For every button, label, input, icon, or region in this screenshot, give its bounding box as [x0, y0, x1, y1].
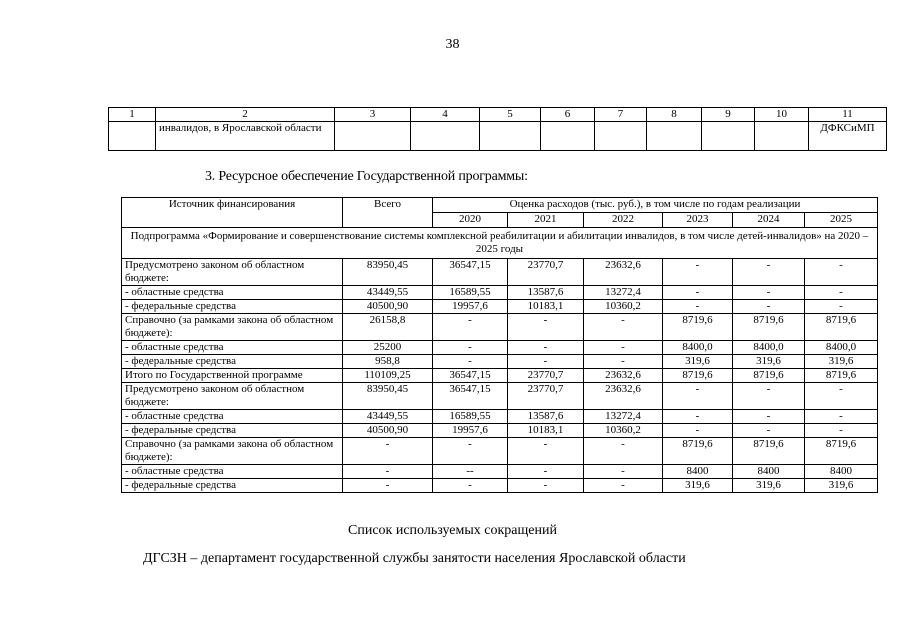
row-value: 10360,2 — [584, 424, 663, 438]
resource-table-row — [122, 383, 878, 410]
top-table-cell — [702, 122, 755, 151]
row-value: 8400 — [663, 465, 733, 479]
resource-table-row — [122, 465, 878, 479]
row-value: - — [733, 259, 805, 286]
row-value: - — [508, 438, 584, 465]
top-table-header-cell: 7 — [595, 108, 647, 122]
row-value: 8719,6 — [805, 438, 878, 465]
row-value: 319,6 — [805, 479, 878, 493]
row-value: - — [805, 259, 878, 286]
row-value: - — [663, 259, 733, 286]
row-value: 8719,6 — [733, 369, 805, 383]
row-value: 319,6 — [733, 355, 805, 369]
top-table-header-row — [109, 108, 887, 122]
row-value: - — [805, 383, 878, 410]
row-value: - — [663, 286, 733, 300]
resource-table-row — [122, 479, 878, 493]
row-value: - — [508, 355, 584, 369]
row-value: - — [805, 410, 878, 424]
row-value: 10183,1 — [508, 424, 584, 438]
row-value: - — [343, 479, 433, 493]
row-value: - — [584, 355, 663, 369]
row-value: 40500,90 — [343, 300, 433, 314]
row-value: - — [733, 424, 805, 438]
row-value: 8719,6 — [805, 314, 878, 341]
row-value: 40500,90 — [343, 424, 433, 438]
row-value: 13272,4 — [584, 410, 663, 424]
row-value: - — [663, 300, 733, 314]
row-value: 8719,6 — [663, 369, 733, 383]
row-value: - — [433, 341, 508, 355]
resource-table-header-row — [122, 198, 878, 213]
row-value: - — [433, 479, 508, 493]
top-table-cell — [647, 122, 702, 151]
resource-table-row — [122, 341, 878, 355]
row-value: - — [584, 341, 663, 355]
row-value: 8400 — [805, 465, 878, 479]
row-value: - — [508, 314, 584, 341]
top-table-header-cell: 3 — [335, 108, 411, 122]
top-table-cell — [109, 122, 156, 151]
row-value: 43449,55 — [343, 410, 433, 424]
subprogram-row — [122, 228, 878, 259]
year-header: 2021 — [508, 213, 584, 228]
row-value: - — [508, 341, 584, 355]
column-header-total: Всего — [343, 198, 433, 228]
resource-table-row — [122, 369, 878, 383]
row-value: 13272,4 — [584, 286, 663, 300]
subprogram-title: Подпрограмма «Формирование и совершенствование системы комплексной реабилитации и абилитации инвалидов, в том числе детей-инвалидов» на 2020 – 2025 годы — [122, 228, 878, 259]
column-header-source: Источник финансирования — [122, 198, 343, 228]
resource-table-row — [122, 410, 878, 424]
row-value: - — [663, 383, 733, 410]
top-table-cell — [755, 122, 809, 151]
resource-table-row — [122, 314, 878, 341]
top-table-cell — [595, 122, 647, 151]
row-value: 23632,6 — [584, 383, 663, 410]
row-value: 8719,6 — [663, 438, 733, 465]
row-label: - федеральные средства — [122, 300, 343, 314]
row-label: Предусмотрено законом об областном бюджете: — [122, 259, 343, 286]
resource-table-row — [122, 355, 878, 369]
row-value: 13587,6 — [508, 410, 584, 424]
row-label: - федеральные средства — [122, 355, 343, 369]
row-value: 8719,6 — [663, 314, 733, 341]
row-value: - — [584, 465, 663, 479]
row-label: Справочно (за рамками закона об областном бюджете): — [122, 314, 343, 341]
resource-table-row — [122, 438, 878, 465]
row-value: - — [805, 286, 878, 300]
row-value: - — [584, 438, 663, 465]
row-label: - федеральные средства — [122, 479, 343, 493]
page-number: 38 — [445, 37, 460, 52]
resource-table-row — [122, 424, 878, 438]
row-value: 23770,7 — [508, 369, 584, 383]
row-value: - — [433, 438, 508, 465]
row-value: 958,8 — [343, 355, 433, 369]
top-table-header-cell: 1 — [109, 108, 156, 122]
row-value: - — [508, 479, 584, 493]
row-value: -- — [433, 465, 508, 479]
row-label: Итого по Государственной программе — [122, 369, 343, 383]
row-value: 83950,45 — [343, 383, 433, 410]
row-value: 36547,15 — [433, 383, 508, 410]
row-value: - — [508, 465, 584, 479]
resource-table — [121, 197, 878, 493]
row-label: Справочно (за рамками закона об областном бюджете): — [122, 438, 343, 465]
row-value: 8400,0 — [805, 341, 878, 355]
row-label: - областные средства — [122, 465, 343, 479]
row-value: 16589,55 — [433, 286, 508, 300]
row-label: - федеральные средства — [122, 424, 343, 438]
row-value: 23770,7 — [508, 383, 584, 410]
row-value: - — [663, 424, 733, 438]
section-heading: 3. Ресурсное обеспечение Государственной программы: — [205, 169, 528, 184]
row-value: - — [584, 314, 663, 341]
row-label: - областные средства — [122, 341, 343, 355]
row-value: 36547,15 — [433, 259, 508, 286]
year-header: 2022 — [584, 213, 663, 228]
row-value: - — [433, 314, 508, 341]
top-table-header-cell: 9 — [702, 108, 755, 122]
top-table-header-cell: 10 — [755, 108, 809, 122]
resource-table-row — [122, 286, 878, 300]
top-table-header-cell: 11 — [809, 108, 887, 122]
top-table-header-cell: 6 — [541, 108, 595, 122]
year-header: 2020 — [433, 213, 508, 228]
row-label: Предусмотрено законом об областном бюджете: — [122, 383, 343, 410]
row-value: 19957,6 — [433, 300, 508, 314]
top-table-header-cell: 4 — [411, 108, 480, 122]
top-table-cell — [480, 122, 541, 151]
row-value: - — [343, 465, 433, 479]
row-label: - областные средства — [122, 410, 343, 424]
row-value: 8719,6 — [733, 438, 805, 465]
row-value: 8400 — [733, 465, 805, 479]
top-table-cell — [411, 122, 480, 151]
abbreviations-title: Список используемых сокращений — [348, 523, 557, 538]
row-value: - — [433, 355, 508, 369]
top-table-header-cell: 8 — [647, 108, 702, 122]
top-table-cell — [541, 122, 595, 151]
row-value: 319,6 — [733, 479, 805, 493]
row-value: 36547,15 — [433, 369, 508, 383]
row-value: 83950,45 — [343, 259, 433, 286]
row-value: - — [733, 300, 805, 314]
row-value: 319,6 — [663, 479, 733, 493]
row-value: - — [805, 300, 878, 314]
row-value: - — [663, 410, 733, 424]
row-value: 10360,2 — [584, 300, 663, 314]
year-header: 2023 — [663, 213, 733, 228]
column-header-estimate: Оценка расходов (тыс. руб.), в том числе по годам реализации — [433, 198, 878, 213]
row-value: 16589,55 — [433, 410, 508, 424]
row-value: 23632,6 — [584, 369, 663, 383]
top-table-header-cell: 5 — [480, 108, 541, 122]
row-value: - — [584, 479, 663, 493]
row-value: 26158,8 — [343, 314, 433, 341]
resource-table-row — [122, 259, 878, 286]
row-value: 23632,6 — [584, 259, 663, 286]
row-value: 110109,25 — [343, 369, 433, 383]
top-table — [108, 107, 887, 151]
row-value: 43449,55 — [343, 286, 433, 300]
row-value: 19957,6 — [433, 424, 508, 438]
row-value: 23770,7 — [508, 259, 584, 286]
row-value: - — [733, 286, 805, 300]
row-value: - — [733, 383, 805, 410]
row-value: 8400,0 — [733, 341, 805, 355]
abbreviation-item: ДГСЗН – департамент государственной службы занятости населения Ярославской области — [143, 551, 686, 566]
row-value: 8400,0 — [663, 341, 733, 355]
top-table-row — [109, 122, 887, 151]
row-value: - — [805, 424, 878, 438]
year-header: 2025 — [805, 213, 878, 228]
top-table-cell — [335, 122, 411, 151]
year-header: 2024 — [733, 213, 805, 228]
row-label: - областные средства — [122, 286, 343, 300]
row-value: 8719,6 — [805, 369, 878, 383]
row-value: - — [343, 438, 433, 465]
row-value: 10183,1 — [508, 300, 584, 314]
row-value: 319,6 — [805, 355, 878, 369]
row-value: - — [733, 410, 805, 424]
top-table-cell: инвалидов, в Ярославской области — [156, 122, 335, 151]
row-value: 13587,6 — [508, 286, 584, 300]
row-value: 25200 — [343, 341, 433, 355]
resource-table-row — [122, 300, 878, 314]
top-table-cell: ДФКСиМП — [809, 122, 887, 151]
row-value: 8719,6 — [733, 314, 805, 341]
row-value: 319,6 — [663, 355, 733, 369]
top-table-header-cell: 2 — [156, 108, 335, 122]
